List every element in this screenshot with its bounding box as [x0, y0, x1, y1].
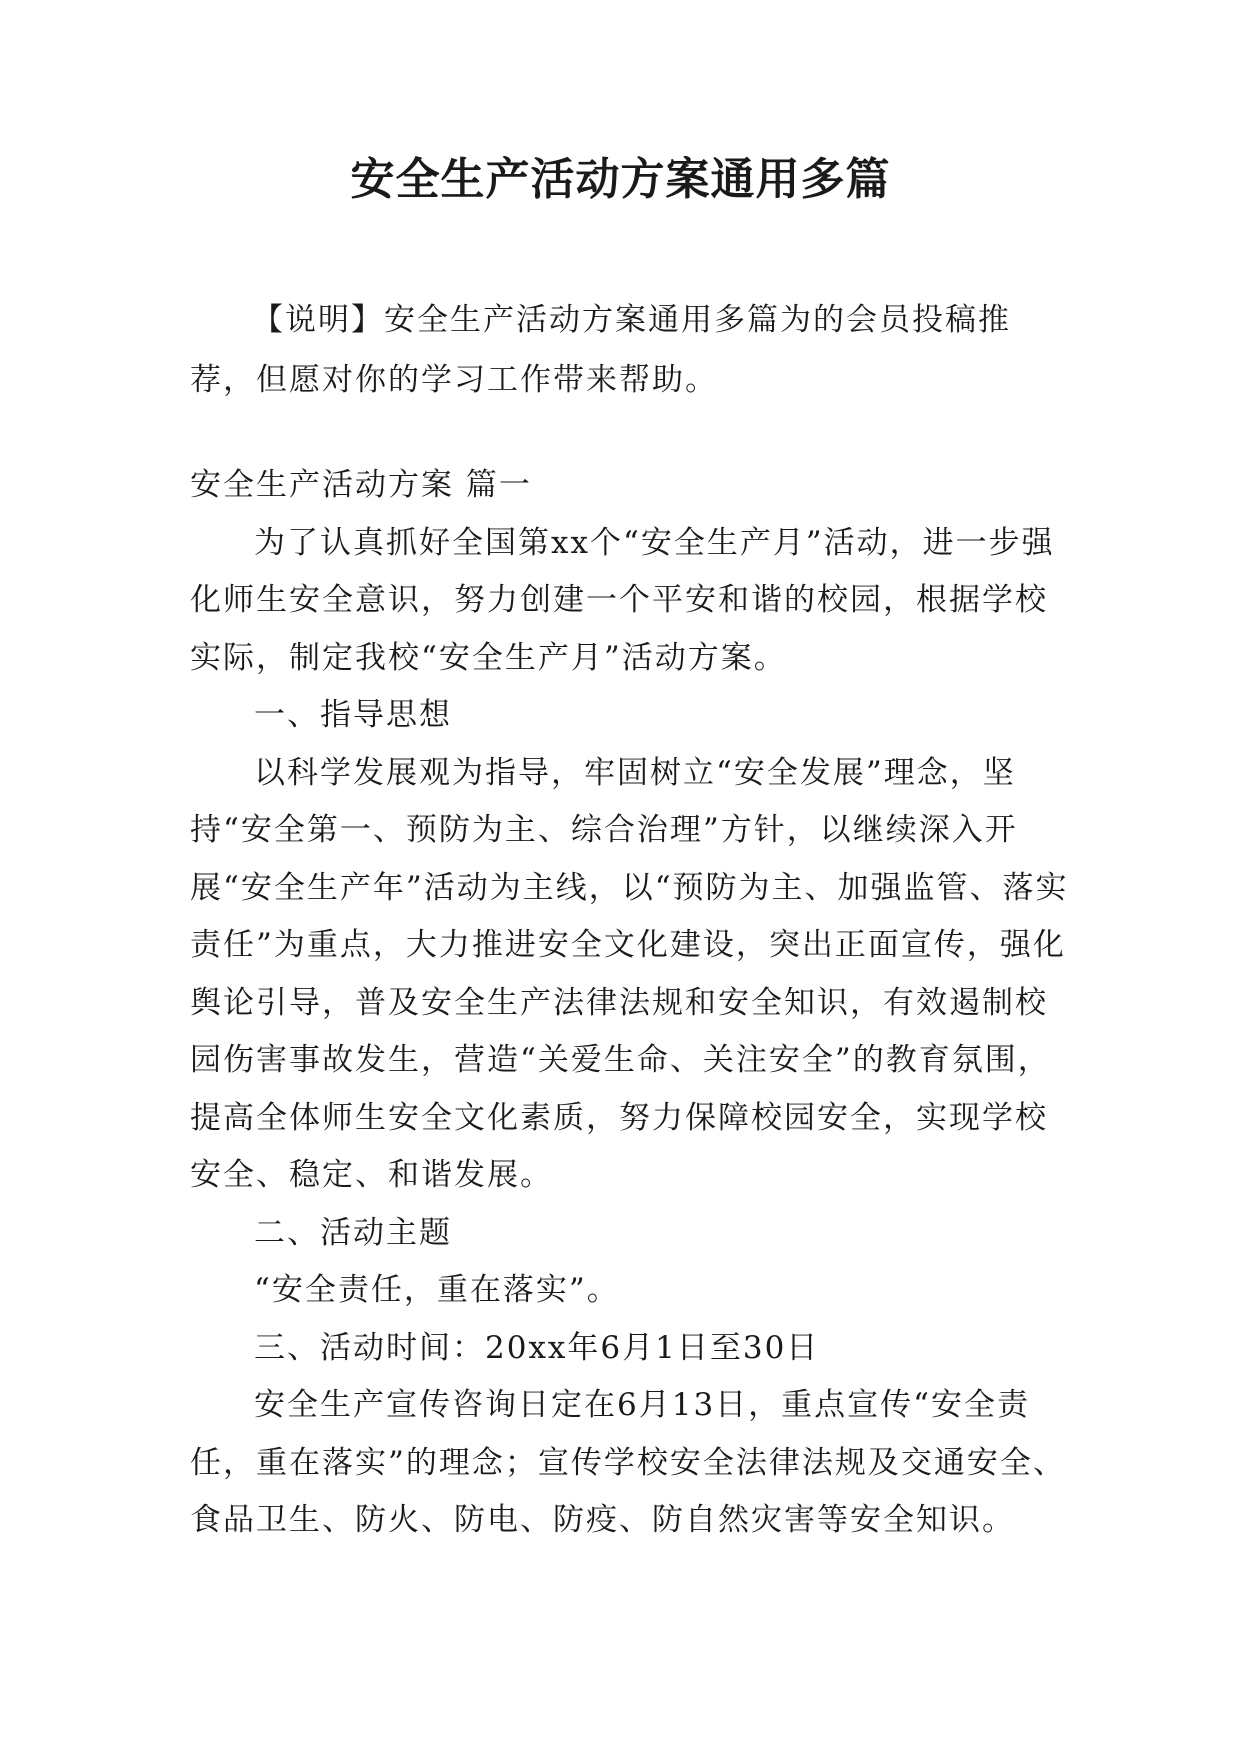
paragraph-intro: 为了认真抓好全国第xx个“安全生产月”活动，进一步强化师生安全意识，努力创建一个平安和谐的校园，根据学校实际，制定我校“安全生产月”活动方案。	[190, 524, 1055, 676]
document-note: 【说明】安全生产活动方案通用多篇为的会员投稿推荐，但愿对你的学习工作带来帮助。	[190, 302, 1011, 398]
heading-activity-time: 三、活动时间：20xx年6月1日至30日	[254, 1329, 820, 1366]
document-body	[190, 457, 1070, 1550]
paragraph-activity-theme: “安全责任，重在落实”。	[254, 1272, 620, 1308]
heading-guiding-thought: 一、指导思想	[254, 697, 452, 733]
document-title: 安全生产活动方案通用多篇	[350, 154, 891, 205]
paragraph-guiding-thought: 以科学发展观为指导，牢固树立“安全发展”理念，坚持“安全第一、预防为主、综合治理”方针，以继续深入开展“安全生产年”活动为主线，以“预防为主、加强监管、落实责任”为重点，大力推进安全文化建设，突出正面宣传，强化舆论引导，普及安全生产法律法规和安全知识，有效遏制校园伤害事故发生，营造“关爱生命、关注安全”的教育氛围，提高全体师生安全文化素质，努力保障校园安全，实现学校安全、稳定、和谐发展。	[190, 754, 1069, 1193]
section-heading: 安全生产活动方案 篇一	[190, 467, 532, 503]
paragraph-consultation-day: 安全生产宣传咨询日定在6月13日，重点宣传“安全责任，重在落实”的理念；宣传学校安全法律法规及交通安全、食品卫生、防火、防电、防疫、防自然灾害等安全知识。	[190, 1387, 1066, 1538]
heading-activity-theme: 二、活动主题	[254, 1214, 452, 1251]
